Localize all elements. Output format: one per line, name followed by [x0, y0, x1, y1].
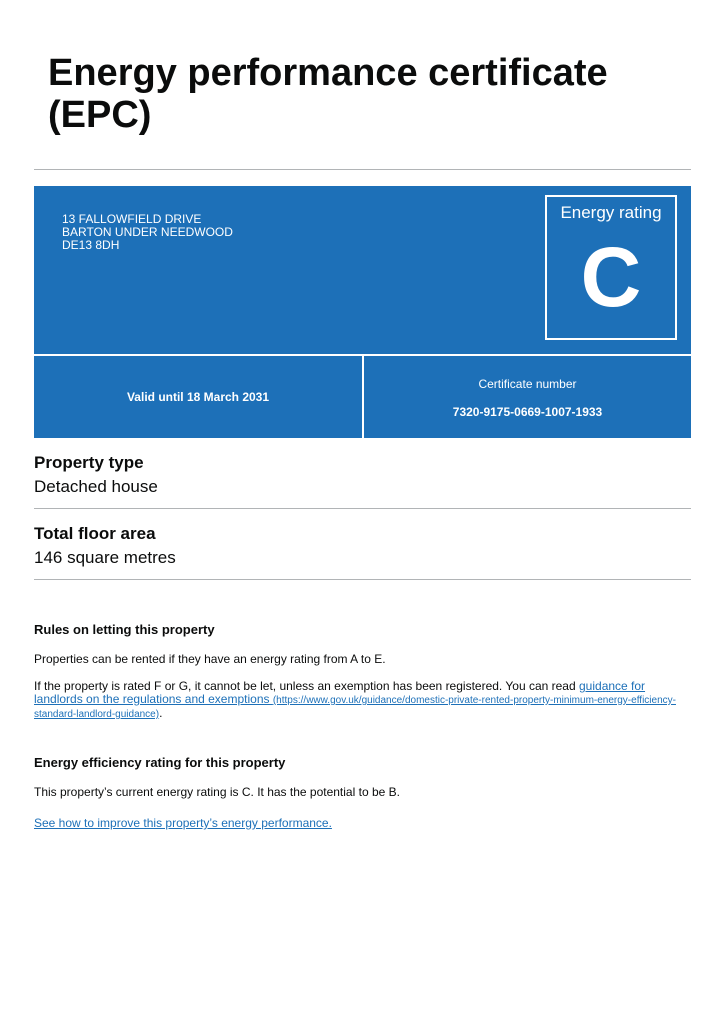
letting-rules-text: Properties can be rented if they have an energy rating from A to E.: [34, 652, 386, 666]
address-postcode: DE13 8DH: [62, 238, 120, 252]
page-title: Energy performance certificate (EPC): [48, 52, 608, 136]
exemption-text-end: .: [159, 706, 163, 720]
improve-performance-link[interactable]: See how to improve this property’s energy performance.: [34, 816, 332, 830]
efficiency-heading: Energy efficiency rating for this property: [34, 755, 286, 770]
exemption-text: If the property is rated F or G, it cannot be let, unless an exemption has been registered. You can read: [34, 679, 579, 693]
certificate-details-row: [34, 356, 691, 438]
energy-rating-label: Energy rating: [560, 203, 662, 222]
floor-area-value: 146 square metres: [34, 548, 176, 567]
validity-cell: [34, 356, 362, 438]
landlord-guidance-link-text: guidance for landlords on the regulations and exemptions: [34, 679, 646, 706]
certificate-summary-panel: [34, 186, 691, 354]
letting-rules-heading: Rules on letting this property: [34, 622, 215, 637]
property-type-value: Detached house: [34, 477, 158, 496]
energy-rating-box: [545, 195, 677, 340]
certificate-number: 7320-9175-0669-1007-1933: [452, 405, 603, 419]
landlord-guidance-url: (https://www.gov.uk/guidance/domestic-private-rented-property-minimum-energy-efficiency-standard-landlord-guidance): [34, 695, 676, 720]
address-line-2: BARTON UNDER NEEDWOOD: [62, 225, 233, 239]
letting-rules-exemption-text: [34, 680, 691, 721]
valid-until: Valid until 18 March 2031: [126, 390, 270, 404]
improvement-link-paragraph: [34, 817, 691, 830]
property-type-heading: Property type: [34, 453, 144, 472]
floor-area-heading: Total floor area: [34, 524, 156, 543]
efficiency-text: This property’s current energy rating is C. It has the potential to be B.: [34, 785, 400, 799]
certificate-number-label: Certificate number: [478, 377, 577, 391]
certificate-number-cell: [364, 356, 691, 438]
energy-rating-value: C: [580, 230, 642, 324]
address-line-1: 13 FALLOWFIELD DRIVE: [62, 212, 202, 226]
divider: [34, 579, 691, 580]
property-address: [62, 213, 233, 252]
divider: [34, 169, 691, 170]
divider: [34, 508, 691, 509]
